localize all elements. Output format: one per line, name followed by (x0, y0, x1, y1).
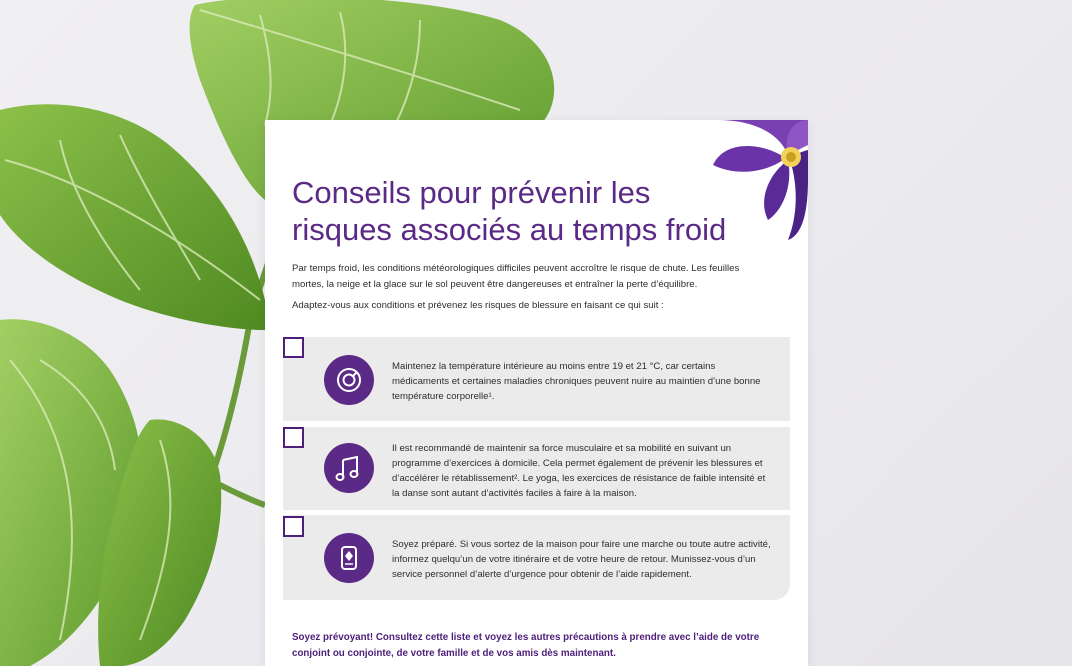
intro-instruction: Adaptez-vous aux conditions et prévenez les risques de blessure en faisant ce qui suit : (292, 300, 664, 311)
music-note-icon (324, 443, 374, 493)
emergency-alert-device-icon (324, 533, 374, 583)
tip-checkbox-1[interactable] (283, 337, 304, 358)
closing-note: Soyez prévoyant! Consultez cette liste et voyez les autres précautions à prendre avec l’aide de votre conjoint ou conjointe, de votre famille et de vos amis dès maintenant. (292, 632, 760, 659)
tips-document (265, 120, 808, 666)
tip-text-1: Maintenez la température intérieure au moins entre 19 et 21 °C, car certains médicaments et certaines maladies chroniques peuvent nuire au maintien d’une bonne température corporelle¹. (392, 361, 761, 402)
tip-checkbox-2[interactable] (283, 427, 304, 448)
tip-checkbox-3[interactable] (283, 516, 304, 537)
intro-paragraph: Par temps froid, les conditions météorologiques difficiles peuvent accroître le risque de chute. Les feuilles mortes, la neige et la glace sur le sol peuvent être dangereuses et entraîner la perte d’équilibre. (292, 263, 740, 290)
document-title: Conseils pour prévenir les risques associés au temps froid (292, 175, 727, 247)
tip-text-3: Soyez préparé. Si vous sortez de la maison pour faire une marche ou toute autre activité, informez quelqu’un de votre itinéraire et de votre heure de retour. Munissez-vous d’un service personnel d’alerte d’urgence pour obtenir de l’aide rapidement. (392, 539, 771, 580)
thermostat-icon (324, 355, 374, 405)
tip-text-2: Il est recommandé de maintenir sa force musculaire et sa mobilité en suivant un programme d’exercices à domicile. Cela permet également de prévenir les blessures et d’accélérer le rétablissement². Le yoga, les exercices de résistance de faible intensité et la danse sont autant d’activités faciles à faire à la maison. (392, 443, 766, 499)
